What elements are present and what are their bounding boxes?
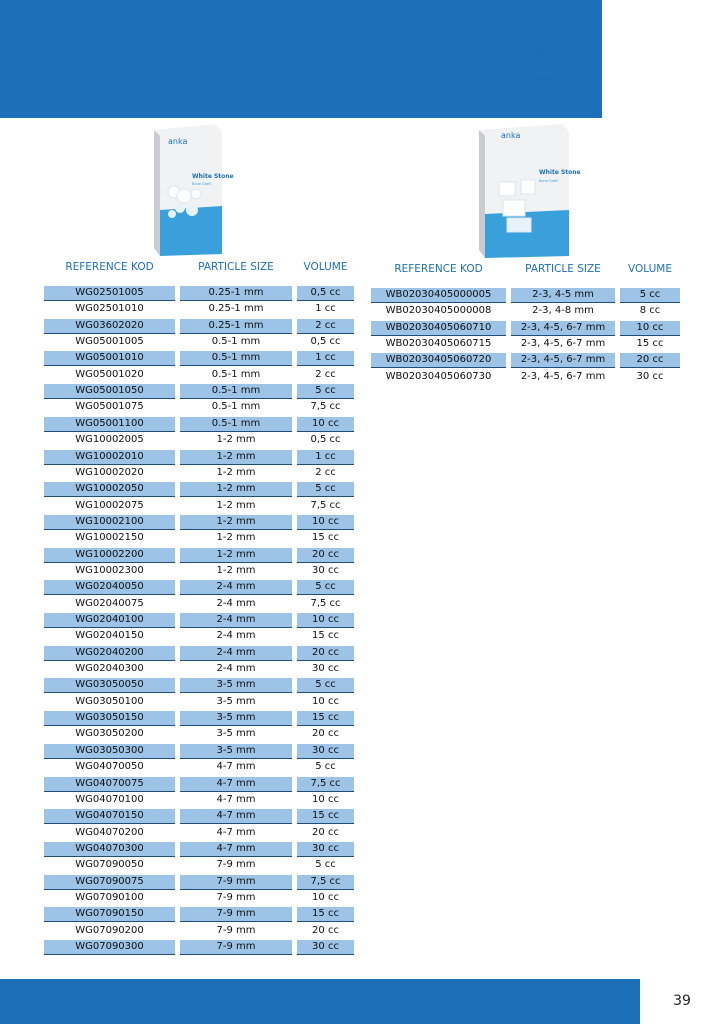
table-cell: 15 cc [636, 337, 664, 349]
table-cell: WG05001020 [75, 368, 144, 380]
table-cell: 2 cc [297, 319, 354, 334]
product-box-granules [150, 122, 234, 257]
table-cell: WG10002010 [44, 450, 175, 465]
table-cell: 20 cc [297, 646, 354, 661]
table-cell: 2-4 mm [180, 646, 292, 661]
table-cell: 0.25-1 mm [208, 303, 264, 315]
box2-brand-text: anka [501, 131, 521, 140]
table-cell: 4-7 mm [216, 793, 256, 805]
table-cell: 5 cc [315, 859, 336, 871]
table-cell: 2-4 mm [180, 613, 292, 628]
table-cell: 1-2 mm [216, 564, 256, 576]
column-header: REFERENCE KOD [394, 263, 483, 275]
table-cell: 20 cc [312, 924, 339, 936]
table-cell: WG02040150 [75, 630, 144, 642]
column-header: VOLUME [628, 263, 672, 275]
table-cell: 7-9 mm [216, 891, 256, 903]
table-cell: 30 cc [297, 744, 354, 759]
table-cell: 0,5 cc [297, 286, 354, 301]
table-cell: 2-3, 4-5, 6-7 mm [520, 370, 606, 382]
table-cell: WG10002050 [44, 482, 175, 497]
table-cell: WG03050200 [75, 728, 144, 740]
table-cell: WG03050050 [44, 678, 175, 693]
product-box-blocks [477, 122, 581, 259]
table-cell: 8 cc [639, 305, 661, 317]
box2-sub-text: Bone Graft [539, 179, 558, 183]
table-cell: 2-4 mm [180, 580, 292, 595]
table-cell: 15 cc [297, 907, 354, 922]
table-cell: WG04070200 [75, 826, 144, 838]
table-cell: 1-2 mm [180, 450, 292, 465]
table-cell: 2 cc [315, 368, 336, 380]
table-cell: 20 cc [297, 548, 354, 563]
table-cell: 5 cc [297, 678, 354, 693]
table-cell: WG03050100 [75, 695, 144, 707]
table-cell: 0.5-1 mm [180, 417, 292, 432]
table-cell: WG10002005 [75, 434, 144, 446]
table-cell: 4-7 mm [216, 761, 256, 773]
table-cell: WG05001100 [44, 417, 175, 432]
table-cell: 4-7 mm [180, 777, 292, 792]
table-cell: 5 cc [620, 288, 680, 303]
brand-subtitle: biyolojik [534, 74, 568, 83]
table-cell: 2-3, 4-5, 6-7 mm [520, 337, 606, 349]
table-cell: WB02030405060730 [385, 370, 492, 382]
table-cell: 10 cc [297, 613, 354, 628]
table-cell: WG10002075 [75, 499, 144, 511]
table-cell: 2-3, 4-5 mm [511, 288, 615, 303]
table-cell: WG07090050 [75, 859, 144, 871]
table-cell: 5 cc [297, 482, 354, 497]
table-cell: 3-5 mm [216, 695, 256, 707]
table-cell: WG10002200 [44, 548, 175, 563]
table-cell: 1-2 mm [180, 548, 292, 563]
table-cell: WG05001005 [75, 336, 144, 348]
table-cell: WG10002020 [75, 466, 144, 478]
page-number: 39 [640, 979, 724, 1024]
table-cell: 3-5 mm [180, 744, 292, 759]
table-cell: 2-3, 4-8 mm [532, 305, 594, 317]
table-cell: 2-4 mm [216, 663, 256, 675]
table-cell: 2 cc [315, 466, 336, 478]
table-cell: 0.25-1 mm [180, 319, 292, 334]
table-cell: WG10002150 [75, 532, 144, 544]
table-cell: 0,5 cc [310, 434, 341, 446]
table-cell: 1-2 mm [216, 466, 256, 478]
logo-area [602, 0, 724, 118]
table-cell: WG07090075 [44, 875, 175, 890]
table-cell: 5 cc [297, 580, 354, 595]
table-cell: WG02501005 [44, 286, 175, 301]
table-cell: WG07090100 [75, 891, 144, 903]
table-cell: WB02030405000005 [371, 288, 506, 303]
table-cell: 0.5-1 mm [211, 336, 261, 348]
table-cell: 7,5 cc [310, 401, 341, 413]
table-cell: WG07090150 [44, 907, 175, 922]
table-cell: 3-5 mm [180, 711, 292, 726]
table-cell: 15 cc [297, 809, 354, 824]
table-cell: 4-7 mm [180, 842, 292, 857]
box2-label-text: White Stone [539, 169, 581, 176]
table-cell: WG02040300 [75, 663, 144, 675]
table-cell: 7-9 mm [180, 875, 292, 890]
table-cell: 30 cc [297, 940, 354, 955]
table-cell: 5 cc [297, 384, 354, 399]
table-cell: WG03050300 [44, 744, 175, 759]
column-header: VOLUME [303, 261, 348, 273]
table-cell: 7-9 mm [180, 907, 292, 922]
table-cell: WG04070075 [44, 777, 175, 792]
box-brand-text: anka [168, 137, 188, 146]
table-cell: 1-2 mm [216, 499, 256, 511]
table-cell: 7,5 cc [297, 777, 354, 792]
box-sub-text: Bone Graft [192, 182, 211, 186]
table-cell: WG02040200 [44, 646, 175, 661]
table-cell: 20 cc [312, 826, 339, 838]
table-cell: 1 cc [315, 303, 336, 315]
table-cell: WG07090300 [44, 940, 175, 955]
table-cell: WG02040100 [44, 613, 175, 628]
brand-logo [478, 40, 588, 90]
table-cell: 7,5 cc [297, 875, 354, 890]
table-cell: 1-2 mm [180, 482, 292, 497]
table-cell: 2-4 mm [216, 597, 256, 609]
table-cell: 15 cc [312, 532, 339, 544]
table-cell: WG02501010 [75, 303, 144, 315]
table-cell: WG04070050 [75, 761, 144, 773]
table-cell: WB02030405060715 [385, 337, 492, 349]
table-cell: WG02040075 [75, 597, 144, 609]
seahorse-icon [478, 40, 500, 82]
table-cell: WG04070150 [44, 809, 175, 824]
table-cell: 5 cc [315, 761, 336, 773]
table-cell: WB02030405000008 [385, 305, 492, 317]
table-cell: 3-5 mm [180, 678, 292, 693]
table-cell: WG07090200 [75, 924, 144, 936]
table-cell: 0.5-1 mm [211, 368, 261, 380]
table-cell: 3-5 mm [216, 728, 256, 740]
table-cell: 1-2 mm [216, 434, 256, 446]
table-cell: 7,5 cc [310, 597, 341, 609]
column-header: PARTICLE SIZE [525, 263, 601, 275]
table-cell: 30 cc [312, 564, 339, 576]
table-cell: 1 cc [297, 351, 354, 366]
table-cell: 15 cc [297, 711, 354, 726]
table-cell: WG05001075 [75, 401, 144, 413]
table-cell: WG10002300 [75, 564, 144, 576]
column-header: PARTICLE SIZE [198, 261, 274, 273]
table-cell: 10 cc [312, 793, 339, 805]
table-cell: 0,5 cc [310, 336, 341, 348]
table-cell: 4-7 mm [216, 826, 256, 838]
table-cell: WG03602020 [44, 319, 175, 334]
brand-name: anka [500, 40, 575, 74]
table-cell: WG10002100 [44, 515, 175, 530]
table-cell: 30 cc [312, 663, 339, 675]
table-cell: 0.5-1 mm [180, 351, 292, 366]
box-label-text: White Stone [192, 173, 234, 180]
table-cell: 7-9 mm [216, 924, 256, 936]
table-cell: 7-9 mm [180, 940, 292, 955]
table-cell: 1 cc [297, 450, 354, 465]
table-cell: 30 cc [636, 370, 664, 382]
table-cell: 1-2 mm [216, 532, 256, 544]
table-cell: WG04070300 [44, 842, 175, 857]
table-cell: 7-9 mm [216, 859, 256, 871]
table-cell: 20 cc [620, 353, 680, 368]
table-cell: WB02030405060710 [371, 321, 506, 336]
table-cell: WG04070100 [75, 793, 144, 805]
table-cell: WG03050150 [44, 711, 175, 726]
table-cell: WB02030405060720 [371, 353, 506, 368]
table-cell: 2-3, 4-5, 6-7 mm [511, 321, 615, 336]
table-cell: 7,5 cc [310, 499, 341, 511]
table-cell: 0.25-1 mm [180, 286, 292, 301]
table-cell: WG02040050 [44, 580, 175, 595]
table-cell: WG05001010 [44, 351, 175, 366]
table-cell: 10 cc [297, 515, 354, 530]
table-cell: 10 cc [297, 417, 354, 432]
table-cell: 4-7 mm [180, 809, 292, 824]
table-cell: 10 cc [620, 321, 680, 336]
column-header: REFERENCE KOD [65, 261, 154, 273]
table-cell: 10 cc [312, 891, 339, 903]
table-cell: 10 cc [312, 695, 339, 707]
table-cell: 30 cc [297, 842, 354, 857]
footer-band [0, 979, 640, 1024]
table-cell: 0.5-1 mm [211, 401, 261, 413]
table-cell: 2-4 mm [216, 630, 256, 642]
table-cell: 2-3, 4-5, 6-7 mm [511, 353, 615, 368]
table-cell: 1-2 mm [180, 515, 292, 530]
table-cell: 20 cc [312, 728, 339, 740]
table-cell: 0.5-1 mm [180, 384, 292, 399]
table-cell: 15 cc [312, 630, 339, 642]
table-cell: WG05001050 [44, 384, 175, 399]
